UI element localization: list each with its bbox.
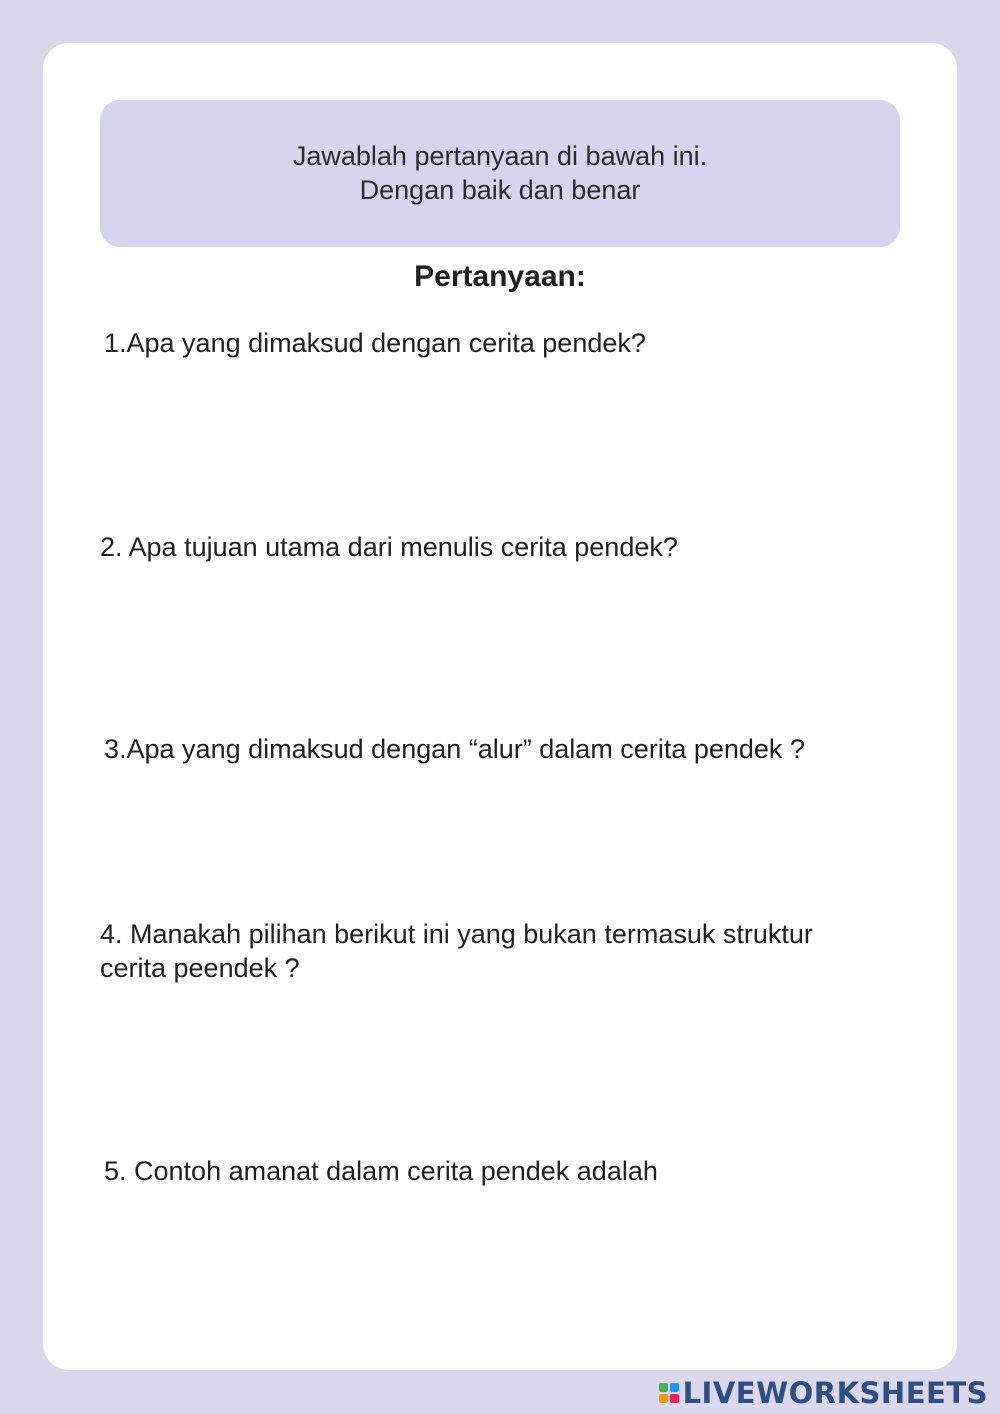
section-title: Pertanyaan: [414,260,586,293]
question-3: 3.Apa yang dimaksud dengan “alur” dalam cerita pendek ? [104,734,805,764]
liveworksheets-brand [659,1376,988,1410]
liveworksheets-logo-icon [659,1383,679,1403]
instruction-line-1: Jawablah pertanyaan di bawah ini. [292,141,708,171]
instruction-box [100,100,900,247]
logo-square [659,1383,668,1392]
instruction-line-2: Dengan baik dan benar [359,175,641,205]
brand-name: LIVEWORKSHEETS [682,1376,988,1410]
question-2: 2. Apa tujuan utama dari menulis cerita pendek? [100,532,678,562]
logo-square [670,1394,679,1403]
question-4: 4. Manakah pilihan berikut ini yang bukan termasuk struktur cerita peendek ? [100,919,813,983]
question-5: 5. Contoh amanat dalam cerita pendek adalah [104,1156,658,1186]
logo-square [670,1383,679,1392]
logo-square [659,1394,668,1403]
question-1: 1.Apa yang dimaksud dengan cerita pendek? [104,328,646,358]
